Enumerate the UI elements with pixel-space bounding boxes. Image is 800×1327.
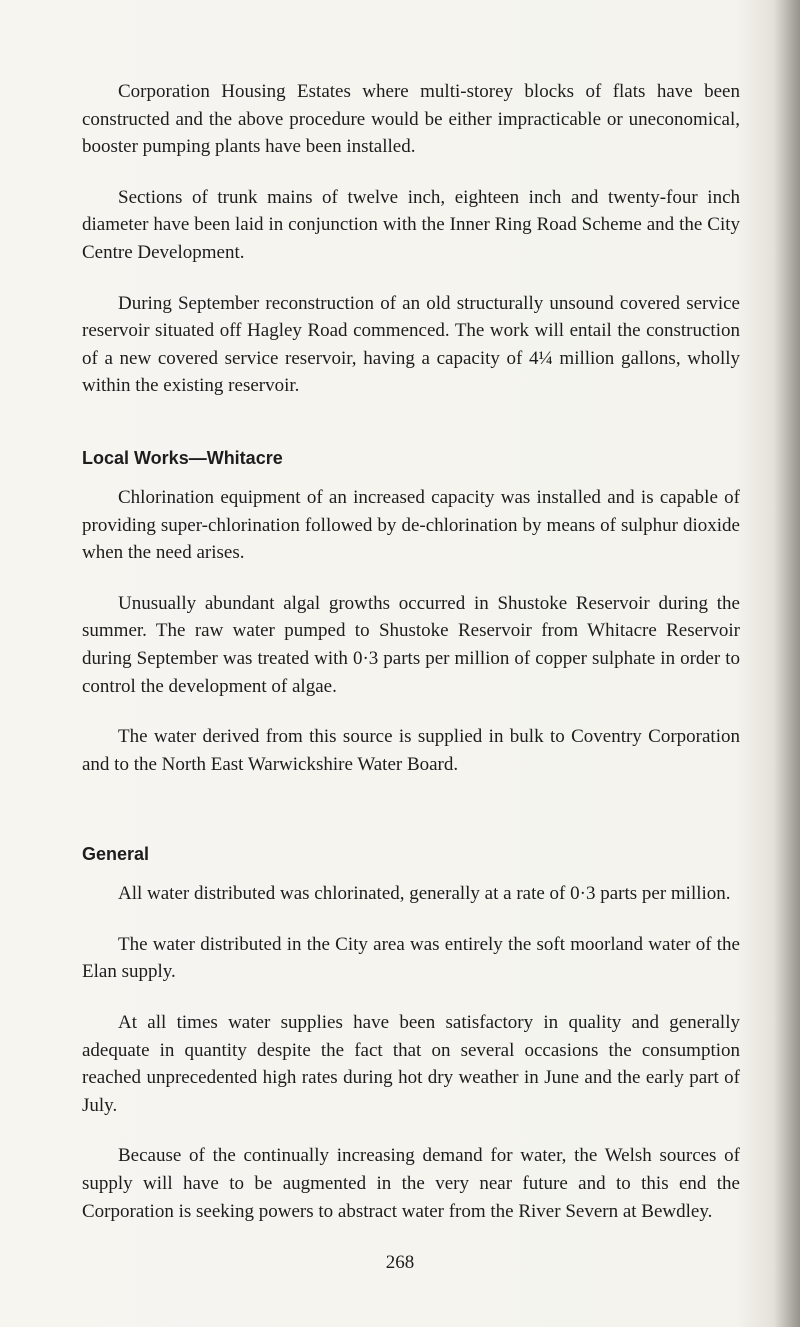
paragraph-algal-growths: Unusually abundant algal growths occurred in Shustoke Reservoir during the summer. The raw water pumped to Shustoke Reservoir from Whitacre Reservoir during September was treated with 0·3 parts per million of copper sulphate in order to control the development of algae.: [82, 592, 740, 697]
paragraph-river-severn: Because of the continually increasing demand for water, the Welsh sources of supply will have to be augmented in the very near future and to this end the Corporation is seeking powers to abstract water from the River Severn at Bewdley.: [82, 1145, 740, 1222]
paragraph-chlorination-equipment: Chlorination equipment of an increased capacity was installed and is capable of providing super-chlorination followed by de-chlorination by means of sulphur dioxide when the need arises.: [82, 486, 740, 564]
paragraph-elan-supply: The water distributed in the City area was entirely the soft moorland water of the Elan supply.: [82, 933, 740, 983]
paragraph-chlorinated-rate: All water distributed was chlorinated, generally at a rate of 0·3 parts per million.: [118, 883, 731, 905]
page-edge-shadow: [774, 0, 800, 1327]
paragraph-bulk-supply: The water derived from this source is supplied in bulk to Coventry Corporation and to the North East Warwickshire Water Board.: [82, 726, 740, 775]
document-body: [82, 78, 740, 1248]
heading-general: General: [82, 844, 150, 865]
paragraph-trunk-mains: Sections of trunk mains of twelve inch, eighteen inch and twenty-four inch diameter have been laid in conjunction with the Inner Ring Road Scheme and the City Centre Development.: [82, 186, 740, 263]
paragraph-housing-estates: Corporation Housing Estates where multi-storey blocks of flats have been constructed and the above procedure would be either impracticable or uneconomical, booster pumping plants have been installed.: [82, 81, 740, 158]
heading-local-works-whitacre: Local Works—Whitacre: [82, 447, 283, 468]
page-number: 268: [385, 1252, 415, 1273]
paragraph-supplies-satisfactory: At all times water supplies have been satisfactory in quality and generally adequate in quantity despite the fact that on several occasions the consumption reached unprecedented high rates during hot dry weather in June and the early part of July.: [82, 1012, 740, 1116]
paragraph-hagley-road-reservoir: During September reconstruction of an old structurally unsound covered service reservoir situated off Hagley Road commenced. The work will entail the construction of a new covered service reservoir, having a capacity of 4¼ million gallons, wholly within the existing reservoir.: [82, 292, 740, 397]
